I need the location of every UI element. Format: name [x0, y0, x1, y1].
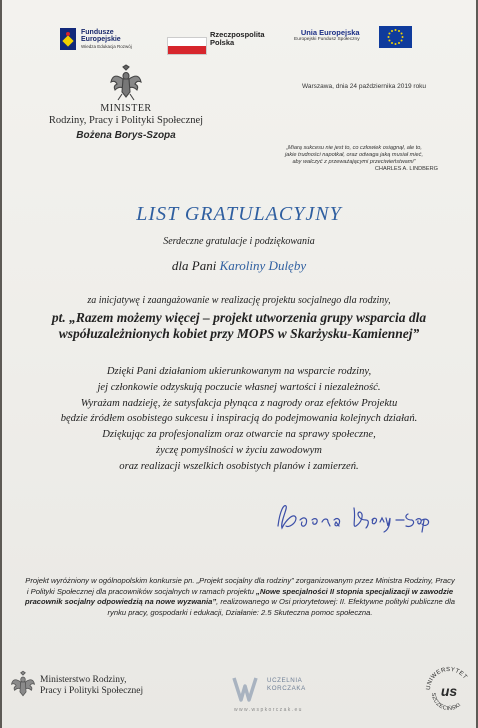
body-line: Dziękując za profesjonalizm oraz otwarcie na sprawy społeczne, [102, 429, 376, 441]
rzeczpospolita-label: Rzeczpospolita Polska [210, 30, 265, 47]
us-university-seal [422, 663, 476, 717]
eu-star-icon [402, 36, 404, 38]
initiative-line: za inicjatywę i zaangażowanie w realizację projektu socjalnego dla rodziny, [87, 295, 391, 306]
eu-flag-icon [379, 26, 412, 48]
recipient-line [2, 258, 476, 274]
eu-star-icon [388, 33, 390, 35]
eu-label: Unia Europejska Europejski Fundusz Społeczny [294, 28, 360, 42]
svg-text:us: us [440, 683, 458, 699]
fe-mark-icon [60, 28, 76, 50]
body-line: oraz realizacji wszelkich osobistych planów i zamierzeń. [119, 460, 359, 472]
eu-star-icon [398, 42, 400, 44]
eu-star-icon [391, 30, 393, 32]
recipient-name: Karoliny Dulęby [219, 258, 307, 273]
svg-text:SZCZECIŃSKI: SZCZECIŃSKI [429, 692, 463, 713]
ministry-name: Rodziny, Pracy i Polityki Społecznej [48, 115, 204, 126]
eu-star-icon [401, 33, 403, 35]
body-line: będzie źródłem osobistego sukcesu i inspiracją do podejmowania kolejnych działań. [60, 413, 418, 425]
svg-text:UNIWERSYTET: UNIWERSYTET [425, 666, 468, 691]
polish-flag-icon [167, 37, 207, 55]
ministry-eagle-icon [10, 670, 36, 700]
uczelnia-korczaka-logo [232, 676, 266, 702]
letter-subtitle: Serdeczne gratulacje i podziękowania [163, 236, 315, 247]
minister-title: MINISTER [100, 103, 152, 114]
signature [272, 498, 432, 538]
recipient-prefix: dla Pani [171, 258, 217, 273]
body-line: życzę pomyślności w życiu zawodowym [156, 444, 322, 456]
fundusze-europejskie-logo [60, 28, 150, 54]
quote-block: „Miarą sukcesu nie jest to, co człowiek osiągnął, ale to, jakie trudności napotkał, oraz odwaga jaką musiał mieć, aby walczyć z przeważającymi przeciwieństwami” CHARLES A. LINDBERG [264, 145, 444, 173]
letter-body [2, 364, 476, 475]
eu-star-icon [388, 40, 390, 42]
body-line: jej członkowie odzyskują poczucie własnej wartości i niezależność. [97, 381, 381, 393]
ministry-bottom-label: Ministerstwo Rodziny, Pracy i Polityki Społecznej [40, 675, 144, 696]
eu-star-icon [391, 42, 393, 44]
fe-line2: Europejskie [81, 36, 121, 43]
minister-block [22, 103, 230, 141]
fe-line1: Fundusze [81, 29, 114, 36]
fe-line3: Wiedza Edukacja Rozwój [81, 44, 132, 49]
body-line: Dzięki Pani działaniom ukierunkowanym na wsparcie rodziny, [106, 366, 372, 377]
letter-title: LIST GRATULACYJNY [136, 203, 342, 225]
eu-star-icon [398, 30, 400, 32]
certificate-page [2, 0, 476, 728]
eu-star-icon [388, 36, 390, 38]
uczelnia-korczaka-text: UCZELNIA KORCZAKA [267, 677, 306, 692]
issue-date: Warszawa, dnia 24 października 2019 roku [302, 83, 427, 90]
polish-eagle-emblem [109, 64, 143, 102]
footer-note: Projekt wyróżniony w ogólnopolskim konkursie pn. „Projekt socjalny dla rodziny” zorganizowanym przez Ministra Rodziny, Pracy i Polityki Społecznej dla pracowników socjalnych w ramach projektu „Nowe specjalności II stopnia specjalizacji w zawodzie pracownik socjalny odpowiedzią na nowe wyzwania”, realizowanego w Osi priorytetowej: II. Efektywne polityki publiczne dla rynku pracy, gospodarki i edukacji, Działanie: 2.5 Skuteczna pomoc społeczna. [24, 576, 456, 617]
quote-author: CHARLES A. LINDBERG [374, 166, 438, 172]
uczelnia-website: www.wspkorczak.eu [234, 707, 303, 713]
eu-star-icon [395, 43, 397, 45]
body-line: Wyrażam nadzieję, że satysfakcja płynąca z nagrody oraz efektów Projektu [80, 397, 398, 409]
eu-star-icon [395, 29, 397, 31]
eu-star-icon [401, 40, 403, 42]
minister-name: Bożena Borys-Szopa [76, 130, 176, 141]
project-title: pt. „Razem możemy więcej – projekt utworzenia grupy wsparcia dla współuzależnionych kobiet przy MOPS w Skarżysku-Kamiennej” [51, 310, 427, 341]
